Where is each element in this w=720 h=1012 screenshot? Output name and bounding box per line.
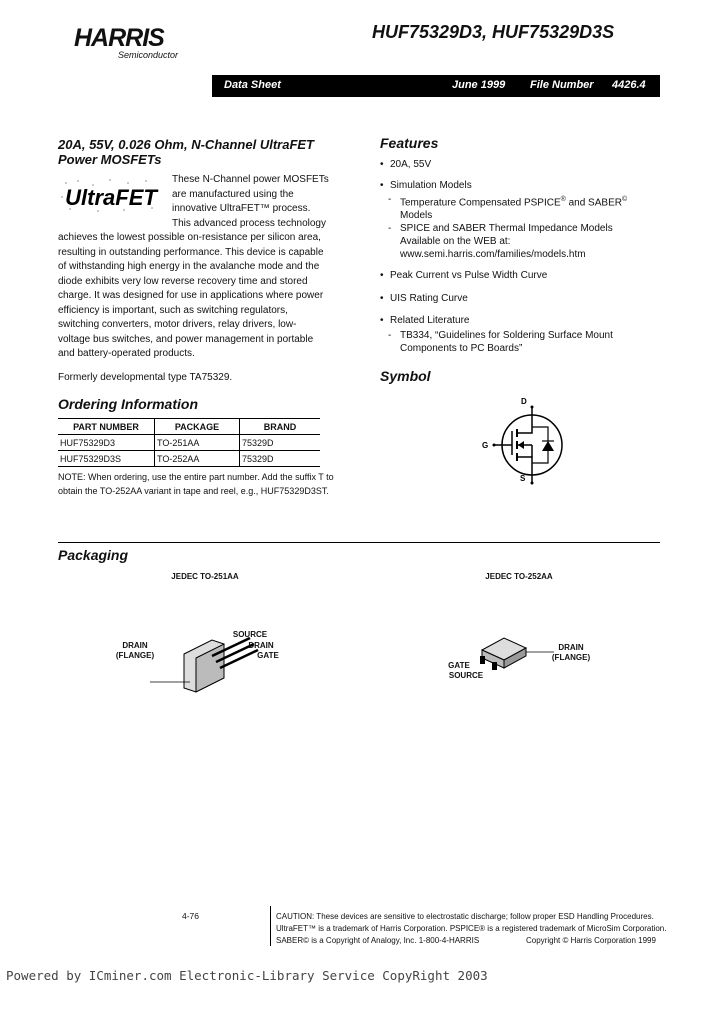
pkg252-drain-label: DRAIN (558, 643, 584, 652)
footer-divider (270, 906, 271, 946)
banner-date: June 1999 (452, 79, 506, 91)
description-line: These N-Channel power MOSFETs (172, 174, 329, 185)
ordering-col-brand: BRAND (240, 419, 321, 435)
symbol-label-g: G (482, 441, 489, 450)
mosfet-symbol (478, 393, 578, 485)
footer-trademark: UltraFET™ is a trademark of Harris Corporation. PSPICE® is a registered trademark of MicroSim Corporation. (276, 924, 667, 933)
table-cell: 75329D (240, 435, 321, 451)
ultrafet-logo (58, 177, 164, 215)
page-number: 4-76 (182, 911, 200, 921)
table-cell: HUF75329D3S (58, 451, 155, 467)
dash-icon: - (388, 329, 392, 341)
pkg252-flange-label: (FLANGE) (551, 653, 591, 662)
bullet-icon: • (380, 270, 384, 282)
pkg251-drain-flange-label: DRAIN (122, 641, 148, 650)
harris-logo-subtitle: Semiconductor (118, 50, 179, 60)
table-row (58, 451, 320, 467)
feature-item: • Peak Current vs Pulse Width Curve (380, 269, 665, 284)
footer-saber: SABER© is a Copyright of Analogy, Inc. 1-800-4-HARRIS (276, 936, 480, 945)
section-divider (58, 542, 660, 543)
dash-icon: - (388, 194, 392, 205)
description-line: and battery-operated products. (58, 348, 195, 359)
dash-icon: - (388, 223, 392, 235)
table-cell: TO-252AA (155, 451, 240, 467)
symbol-label-s: S (520, 474, 526, 483)
bullet-icon: • (380, 292, 384, 304)
pkg251-gate-label: GATE (257, 651, 279, 660)
ordering-table (58, 418, 320, 467)
description-line: innovative UltraFET™ process. (172, 203, 311, 214)
bullet-icon: • (380, 159, 384, 170)
description-line: charge. It was designed for use in applications where power (58, 290, 324, 301)
ordering-heading: Ordering Information (58, 396, 198, 412)
pkg251-flange-label: (FLANGE) (115, 651, 155, 660)
bullet-icon: • (380, 179, 384, 191)
footer-copyright: Copyright © Harris Corporation 1999 (526, 936, 656, 945)
table-cell: HUF75329D3 (58, 435, 155, 451)
pkg-right-title: JEDEC TO-252AA (485, 572, 553, 581)
feature-subitem: - Temperature Compensated PSPICE® and SABER© Models (388, 194, 628, 222)
feature-subitem: - TB334, “Guidelines for Soldering Surface Mount Components to PC Boards” (388, 329, 613, 354)
ordering-col-part: PART NUMBER (58, 419, 155, 435)
description-line: This advanced process technology (172, 217, 326, 229)
ordering-note-line: NOTE: When ordering, use the entire part number. Add the suffix T to (58, 472, 334, 482)
banner-file-number: 4426.4 (612, 79, 646, 91)
features-list (380, 158, 665, 355)
ultrafet-logo-text: UltraFET (65, 185, 157, 210)
banner-data-sheet: Data Sheet (224, 79, 281, 91)
pkg252-source-label: SOURCE (448, 671, 484, 680)
datasheet-banner (212, 75, 660, 97)
description-line: of withstanding high energy in the avalanche mode and the (58, 261, 320, 272)
description-line: voltage bus switches, and power management in portable (58, 333, 314, 345)
features-heading: Features (380, 135, 439, 151)
description-line: achieves the lowest possible on-resistance per silicon area, (58, 232, 321, 243)
banner-file-label: File Number (530, 79, 594, 91)
description-line: efficiency is important, such as switching regulators, (58, 304, 288, 316)
harris-logo: HARRIS (74, 24, 164, 52)
page-title: 20A, 55V, 0.026 Ohm, N-Channel UltraFET Power MOSFETs (58, 137, 314, 167)
feature-item: • UIS Rating Curve (380, 292, 665, 307)
former-type: Formerly developmental type TA75329. (58, 372, 233, 383)
pkg251-source-label: SOURCE (232, 630, 268, 639)
description-line: diode exhibits very low reverse recovery time and stored (58, 275, 308, 287)
feature-item: • Related Literature (380, 314, 665, 329)
symbol-label-d: D (521, 397, 527, 406)
feature-item: • 20A, 55V (380, 158, 665, 173)
table-row (58, 435, 320, 451)
table-cell: 75329D (240, 451, 321, 467)
table-cell: TO-251AA (155, 435, 240, 451)
feature-subitem: - SPICE and SABER Thermal Impedance Models Available on the WEB at: www.semi.harris.com/families/models.htm (388, 223, 613, 261)
pkg-left-title: JEDEC TO-251AA (171, 572, 239, 581)
pkg252-gate-label: GATE (448, 661, 470, 670)
pkg251-drain-label: DRAIN (248, 641, 274, 650)
symbol-heading: Symbol (380, 368, 431, 384)
powered-by-footer: Powered by ICminer.com Electronic-Library Service CopyRight 2003 (6, 968, 488, 983)
description-line: are manufactured using the (172, 188, 294, 200)
feature-item: • Simulation Models (380, 179, 665, 194)
ordering-note-line: obtain the TO-252AA variant in tape and reel, e.g., HUF75329D3ST. (58, 486, 329, 496)
ordering-col-package: PACKAGE (155, 419, 240, 435)
footer-caution: CAUTION: These devices are sensitive to electrostatic discharge; follow proper ESD Handling Procedures. (276, 912, 654, 921)
packaging-heading: Packaging (58, 547, 129, 563)
part-numbers-title: HUF75329D3, HUF75329D3S (372, 22, 615, 42)
bullet-icon: • (380, 315, 384, 327)
description-line: resulting in outstanding performance. This device is capable (58, 246, 324, 258)
description-line: switching converters, motor drivers, relay drivers, low- (58, 319, 297, 330)
